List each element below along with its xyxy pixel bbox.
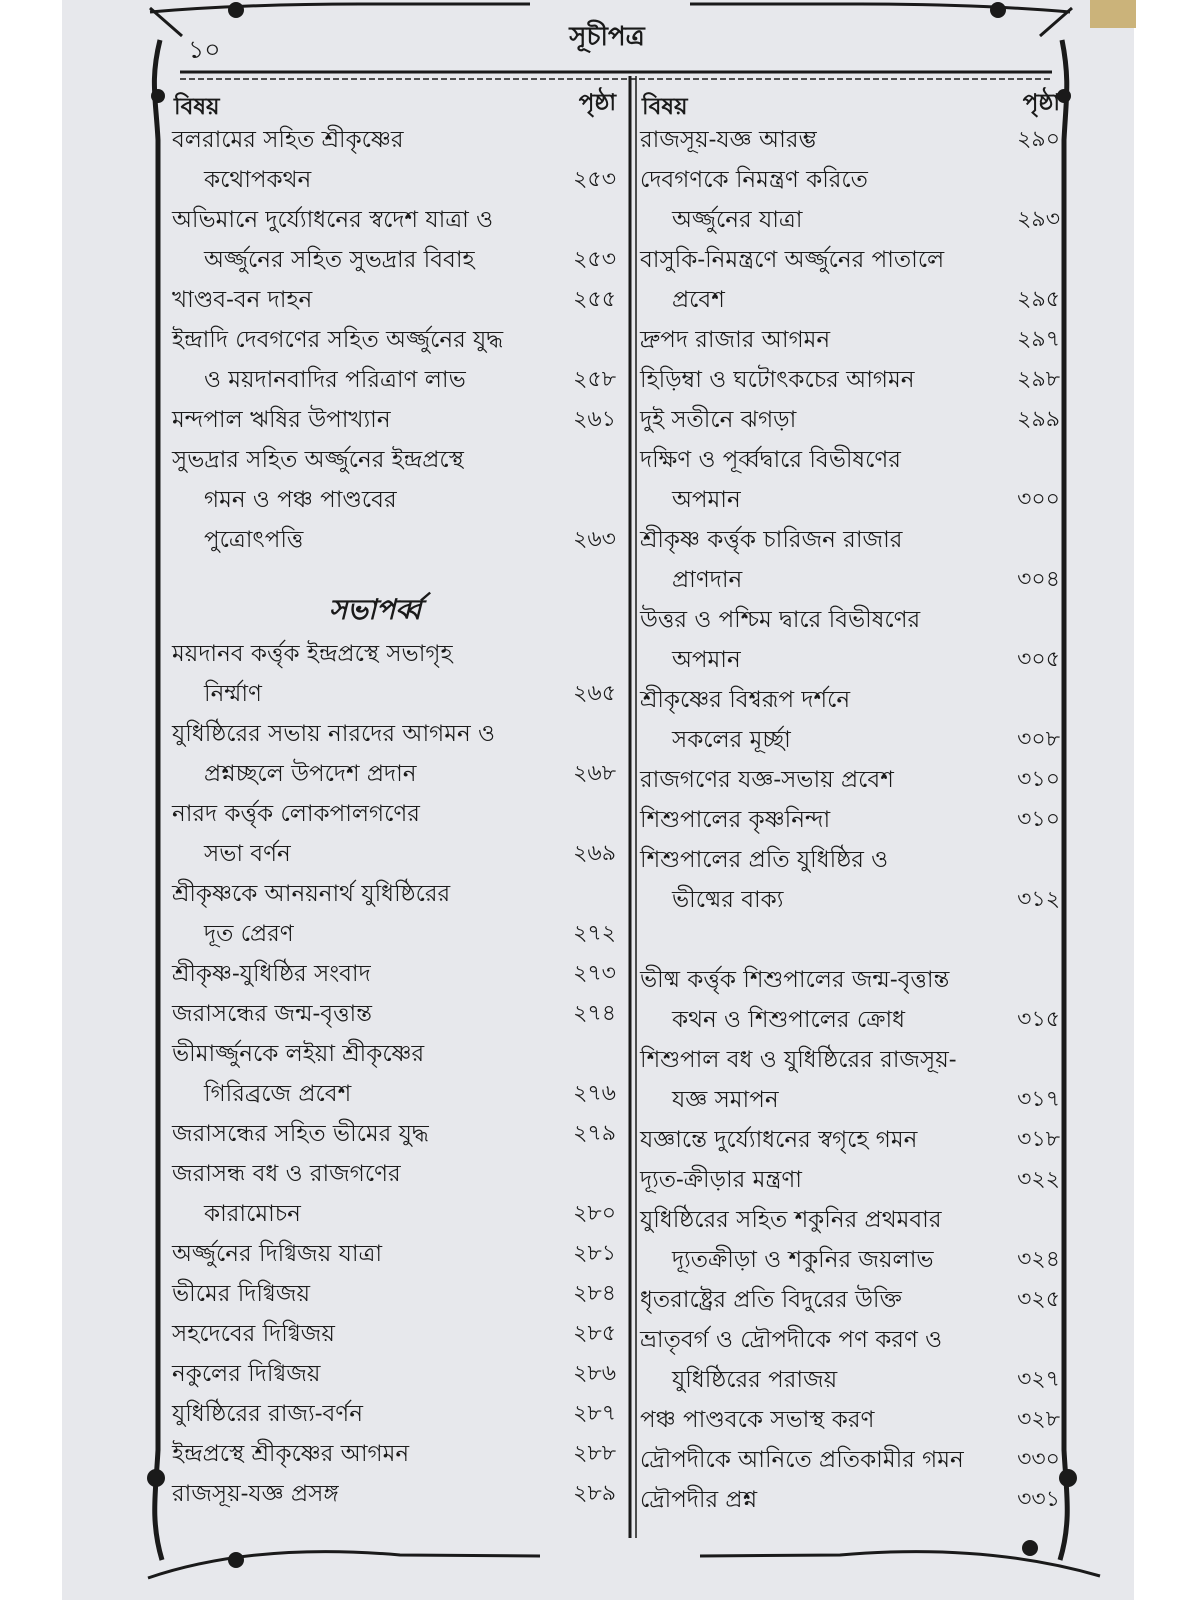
toc-entry — [640, 440, 1062, 520]
toc-entry — [172, 954, 618, 994]
toc-entry — [172, 1234, 618, 1274]
toc-entry-page: ৩১০ — [1017, 767, 1060, 792]
toc-entry-page: ৩০০ — [1017, 487, 1060, 512]
toc-entry-title: দূত প্রেরণ — [204, 921, 294, 947]
toc-entry — [172, 1474, 618, 1514]
toc-entry — [640, 320, 1062, 360]
page-title: সূচীপত্র — [569, 22, 645, 52]
toc-entry — [640, 960, 1062, 1040]
toc-entry — [640, 400, 1062, 440]
toc-entry-page: ২৭৪ — [573, 1001, 616, 1026]
toc-entry-page: ২৯৮ — [1017, 367, 1060, 392]
toc-entry — [172, 1154, 618, 1234]
toc-entry-page: ৩০৪ — [1017, 567, 1060, 592]
toc-entry-title: প্রশ্নচ্ছলে উপদেশ প্রদান — [204, 761, 417, 787]
toc-entry-title: ভীষ্মের বাক্য — [672, 887, 784, 913]
toc-entry-page: ২৮৪ — [573, 1281, 616, 1306]
toc-entry — [640, 1480, 1062, 1520]
subject-label: বিষয় — [174, 93, 220, 120]
toc-entry-title: দ্রৌপদীকে আনিতে প্রতিকামীর গমন — [640, 1447, 964, 1473]
toc-entry — [172, 280, 618, 320]
toc-entry-page: ২৭২ — [573, 921, 616, 946]
toc-entry-title: যুধিষ্ঠিরের পরাজয় — [672, 1367, 838, 1393]
toc-entry-title: ইন্দ্রাদি দেবগণের সহিত অর্জ্জুনের যুদ্ধ — [172, 327, 504, 353]
toc-entry-title: যজ্ঞ সমাপন — [672, 1087, 779, 1113]
toc-entry-title: নকুলের দিগ্বিজয় — [172, 1361, 321, 1387]
toc-entry-page: ৩১৫ — [1017, 1007, 1060, 1032]
toc-entry — [172, 1354, 618, 1394]
toc-entry — [640, 1120, 1062, 1160]
toc-entry — [172, 440, 618, 560]
toc-entry-title: কথন ও শিশুপালের ক্রোধ — [672, 1007, 906, 1033]
toc-entry-title: গমন ও পঞ্চ পাণ্ডবের — [204, 487, 397, 513]
toc-entry — [640, 1200, 1062, 1280]
toc-entry-page: ৩২২ — [1017, 1167, 1060, 1192]
toc-entry-title: অর্জ্জুনের সহিত সুভদ্রার বিবাহ — [204, 247, 475, 273]
toc-entry-title: জরাসন্ধের জন্ম-বৃত্তান্ত — [172, 1001, 373, 1027]
toc-entry-page: ২৭৩ — [573, 961, 616, 986]
toc-entry — [640, 1040, 1062, 1120]
toc-entry — [640, 1280, 1062, 1320]
toc-entry-page: ২৬৫ — [573, 681, 616, 706]
toc-entry-title: গিরিব্রজে প্রবেশ — [204, 1081, 352, 1107]
toc-entry — [640, 760, 1062, 800]
toc-entry-title: ও ময়দানবাদির পরিত্রাণ লাভ — [204, 367, 466, 393]
toc-entry-title: পঞ্চ পাণ্ডবকে সভাস্থ করণ — [640, 1407, 875, 1433]
toc-right-column — [640, 84, 1062, 1544]
toc-entry-page: ৩২৭ — [1017, 1367, 1060, 1392]
toc-entry-title: সুভদ্রার সহিত অর্জ্জুনের ইন্দ্রপ্রস্থে — [172, 447, 464, 473]
toc-entry — [640, 1400, 1062, 1440]
toc-entry-title: মন্দপাল ঋষির উপাখ্যান — [172, 407, 391, 433]
toc-entry-title: অপমান — [672, 487, 741, 513]
toc-entry-title: কথোপকথন — [204, 167, 312, 193]
toc-entry-page: ২৬৯ — [573, 841, 616, 866]
toc-entry-title: সহদেবের দিগ্বিজয় — [172, 1321, 335, 1347]
toc-entry-page: ২৭৬ — [573, 1081, 616, 1106]
toc-entry-title: শ্রীকৃষ্ণ কর্ত্তৃক চারিজন রাজার — [640, 527, 903, 553]
toc-entry — [640, 1440, 1062, 1480]
toc-entry-title: সকলের মূর্চ্ছা — [672, 727, 791, 753]
toc-entry — [172, 994, 618, 1034]
toc-entry-page: ৩০৮ — [1017, 727, 1060, 752]
toc-entry-title: রাজগণের যজ্ঞ-সভায় প্রবেশ — [640, 767, 894, 793]
toc-entry-page: ২৮৮ — [573, 1441, 616, 1466]
toc-entry — [640, 520, 1062, 600]
toc-entry-page: ২৮৫ — [573, 1321, 616, 1346]
toc-entry-page: ২৯৩ — [1017, 207, 1060, 232]
page-label: পৃষ্ঠা — [578, 89, 616, 116]
toc-entry-page: ২৯০ — [1017, 127, 1060, 152]
toc-entry-title: প্রাণদান — [672, 567, 743, 593]
toc-entry-title: শিশুপাল বধ ও যুধিষ্ঠিরের রাজসূয়- — [640, 1047, 957, 1073]
toc-entry — [172, 1394, 618, 1434]
toc-entry — [640, 360, 1062, 400]
toc-entry-title: অর্জ্জুনের যাত্রা — [672, 207, 803, 233]
toc-entry-page: ৩২৪ — [1017, 1247, 1060, 1272]
toc-entry-title: হিড়িম্বা ও ঘটোৎকচের আগমন — [640, 367, 915, 393]
toc-entry-title: সভা বর্ণন — [204, 841, 291, 867]
toc-entry-title: ভীষ্ম কর্ত্তৃক শিশুপালের জন্ম-বৃত্তান্ত — [640, 967, 950, 993]
toc-entry — [172, 714, 618, 794]
toc-entry — [640, 160, 1062, 240]
toc-entry-title: যুধিষ্ঠিরের সভায় নারদের আগমন ও — [172, 721, 495, 747]
page-number: ১০ — [188, 35, 221, 64]
toc-entry-page: ২৮৬ — [573, 1361, 616, 1386]
toc-entry-title: জরাসন্ধের সহিত ভীমের যুদ্ধ — [172, 1121, 429, 1147]
toc-entry-page: ৩২৮ — [1017, 1407, 1060, 1432]
toc-entry-page: ৩০৫ — [1017, 647, 1060, 672]
toc-entry-title: দেবগণকে নিমন্ত্রণ করিতে — [640, 167, 868, 193]
toc-entry-page: ২৫৩ — [573, 167, 616, 192]
toc-entry-title: শ্রীকৃষ্ণকে আনয়নার্থ যুধিষ্ঠিরের — [172, 881, 451, 907]
toc-entry-page: ২৮০ — [573, 1201, 616, 1226]
toc-entry — [640, 800, 1062, 840]
toc-entry — [172, 400, 618, 440]
toc-entry-title: ভীমের দিগ্বিজয় — [172, 1281, 311, 1307]
column-header — [172, 84, 618, 120]
toc-entry-title: ভ্রাতৃবর্গ ও দ্রৌপদীকে পণ করণ ও — [640, 1327, 943, 1353]
toc-entry-page: ৩২৫ — [1017, 1287, 1060, 1312]
toc-entry — [172, 1434, 618, 1474]
toc-entry-title: বলরামের সহিত শ্রীকৃষ্ণের — [172, 127, 404, 153]
toc-entry-page: ২৮৭ — [573, 1401, 616, 1426]
subject-label: বিষয় — [642, 93, 688, 120]
toc-entry-page: ২৫৩ — [573, 247, 616, 272]
toc-entry — [640, 240, 1062, 320]
toc-entry-page: ২৭৯ — [573, 1121, 616, 1146]
toc-entry-page: ৩৩০ — [1017, 1447, 1060, 1472]
toc-entry-page: ২৫৫ — [573, 287, 616, 312]
toc-entry-title: ধৃতরাষ্ট্রের প্রতি বিদুরের উক্তি — [640, 1287, 902, 1313]
toc-entry-title: দ্যূতক্রীড়া ও শকুনির জয়লাভ — [672, 1247, 934, 1273]
toc-entry-page: ২৯৯ — [1017, 407, 1060, 432]
toc-entry-page: ২৬৮ — [573, 761, 616, 786]
toc-entry-title: দক্ষিণ ও পূর্ব্বদ্বারে বিভীষণের — [640, 447, 901, 473]
toc-entry-title: যজ্ঞান্তে দুর্য্যোধনের স্বগৃহে গমন — [640, 1127, 918, 1153]
toc-entry — [172, 1034, 618, 1114]
toc-entry-title: প্রবেশ — [672, 287, 725, 313]
toc-entry-title: বাসুকি-নিমন্ত্রণে অর্জ্জুনের পাতালে — [640, 247, 945, 273]
toc-entry — [172, 1314, 618, 1354]
toc-entry — [640, 1320, 1062, 1400]
toc-entry-title: জরাসন্ধ বধ ও রাজগণের — [172, 1161, 401, 1187]
toc-entry-title: পুত্রোৎপত্তি — [204, 527, 304, 553]
page-label: পৃষ্ঠা — [1022, 89, 1060, 116]
toc-entry-page: ২৯৭ — [1017, 327, 1060, 352]
toc-entry-title: নির্ম্মাণ — [204, 681, 262, 707]
toc-entry-page: ২৮১ — [573, 1241, 616, 1266]
toc-entry-title: যুধিষ্ঠিরের রাজ্য-বর্ণন — [172, 1401, 363, 1427]
toc-entry-title: শিশুপালের কৃষ্ণনিন্দা — [640, 807, 831, 833]
toc-entry — [640, 120, 1062, 160]
toc-entry-title: রাজসূয়-যজ্ঞ আরম্ভ — [640, 127, 817, 153]
toc-entry-title: দ্যূত-ক্রীড়ার মন্ত্রণা — [640, 1167, 802, 1193]
toc-entry-title: নারদ কর্ত্তৃক লোকপালগণের — [172, 801, 420, 827]
toc-entry-title: দ্রৌপদীর প্রশ্ন — [640, 1487, 758, 1513]
toc-entry — [172, 320, 618, 400]
toc-entry-page: ২৯৫ — [1017, 287, 1060, 312]
toc-entry-title: ভীমার্জ্জুনকে লইয়া শ্রীকৃষ্ণের — [172, 1041, 425, 1067]
toc-entry-title: শিশুপালের প্রতি যুধিষ্ঠির ও — [640, 847, 889, 873]
toc-entry — [640, 1160, 1062, 1200]
toc-entry-title: দুই সতীনে ঝগড়া — [640, 407, 797, 433]
toc-entry-title: উত্তর ও পশ্চিম দ্বারে বিভীষণের — [640, 607, 921, 633]
section-title: সভাপর্ব্ব — [328, 593, 422, 626]
toc-entry — [172, 794, 618, 874]
toc-entry — [640, 840, 1062, 920]
toc-entry — [172, 634, 618, 714]
toc-entry — [172, 200, 618, 280]
toc-entry-title: রাজসূয়-যজ্ঞ প্রসঙ্গ — [172, 1481, 339, 1507]
toc-entry-page: ২৮৯ — [573, 1481, 616, 1506]
toc-entry-page: ৩১০ — [1017, 807, 1060, 832]
toc-entry-page: ৩৩১ — [1017, 1487, 1060, 1512]
toc-entry-page: ২৬৩ — [573, 527, 616, 552]
toc-entry-title: অর্জ্জুনের দিগ্বিজয় যাত্রা — [172, 1241, 383, 1267]
toc-entry-page: ৩১৮ — [1017, 1127, 1060, 1152]
toc-entry — [172, 1114, 618, 1154]
toc-entry — [172, 1274, 618, 1314]
toc-entry — [640, 600, 1062, 680]
toc-entry-page: ৩১২ — [1017, 887, 1060, 912]
toc-entry — [172, 874, 618, 954]
toc-entry-title: খাণ্ডব-বন দাহন — [172, 287, 313, 313]
toc-left-column — [172, 84, 618, 1544]
toc-entry — [640, 680, 1062, 760]
toc-entry-page: ২৫৮ — [573, 367, 616, 392]
toc-entry-title: অপমান — [672, 647, 741, 673]
toc-entry — [172, 120, 618, 200]
toc-entry-title: ইন্দ্রপ্রস্থে শ্রীকৃষ্ণের আগমন — [172, 1441, 410, 1467]
toc-entry-title: দ্রুপদ রাজার আগমন — [640, 327, 831, 353]
toc-entry-title: কারামোচন — [204, 1201, 301, 1227]
toc-entry-title: শ্রীকৃষ্ণের বিশ্বরূপ দর্শনে — [640, 687, 851, 713]
toc-entry-page: ২৬১ — [573, 407, 616, 432]
toc-entry-page: ৩১৭ — [1017, 1087, 1060, 1112]
toc-entry-title: অভিমানে দুর্য্যোধনের স্বদেশ যাত্রা ও — [172, 207, 494, 233]
toc-entry-title: ময়দানব কর্ত্তৃক ইন্দ্রপ্রস্থে সভাগৃহ — [172, 641, 453, 667]
column-header — [640, 84, 1062, 120]
spacer — [640, 920, 1062, 960]
toc-entry-title: যুধিষ্ঠিরের সহিত শকুনির প্রথমবার — [640, 1207, 942, 1233]
toc-entry-title: শ্রীকৃষ্ণ-যুধিষ্ঠির সংবাদ — [172, 961, 371, 987]
